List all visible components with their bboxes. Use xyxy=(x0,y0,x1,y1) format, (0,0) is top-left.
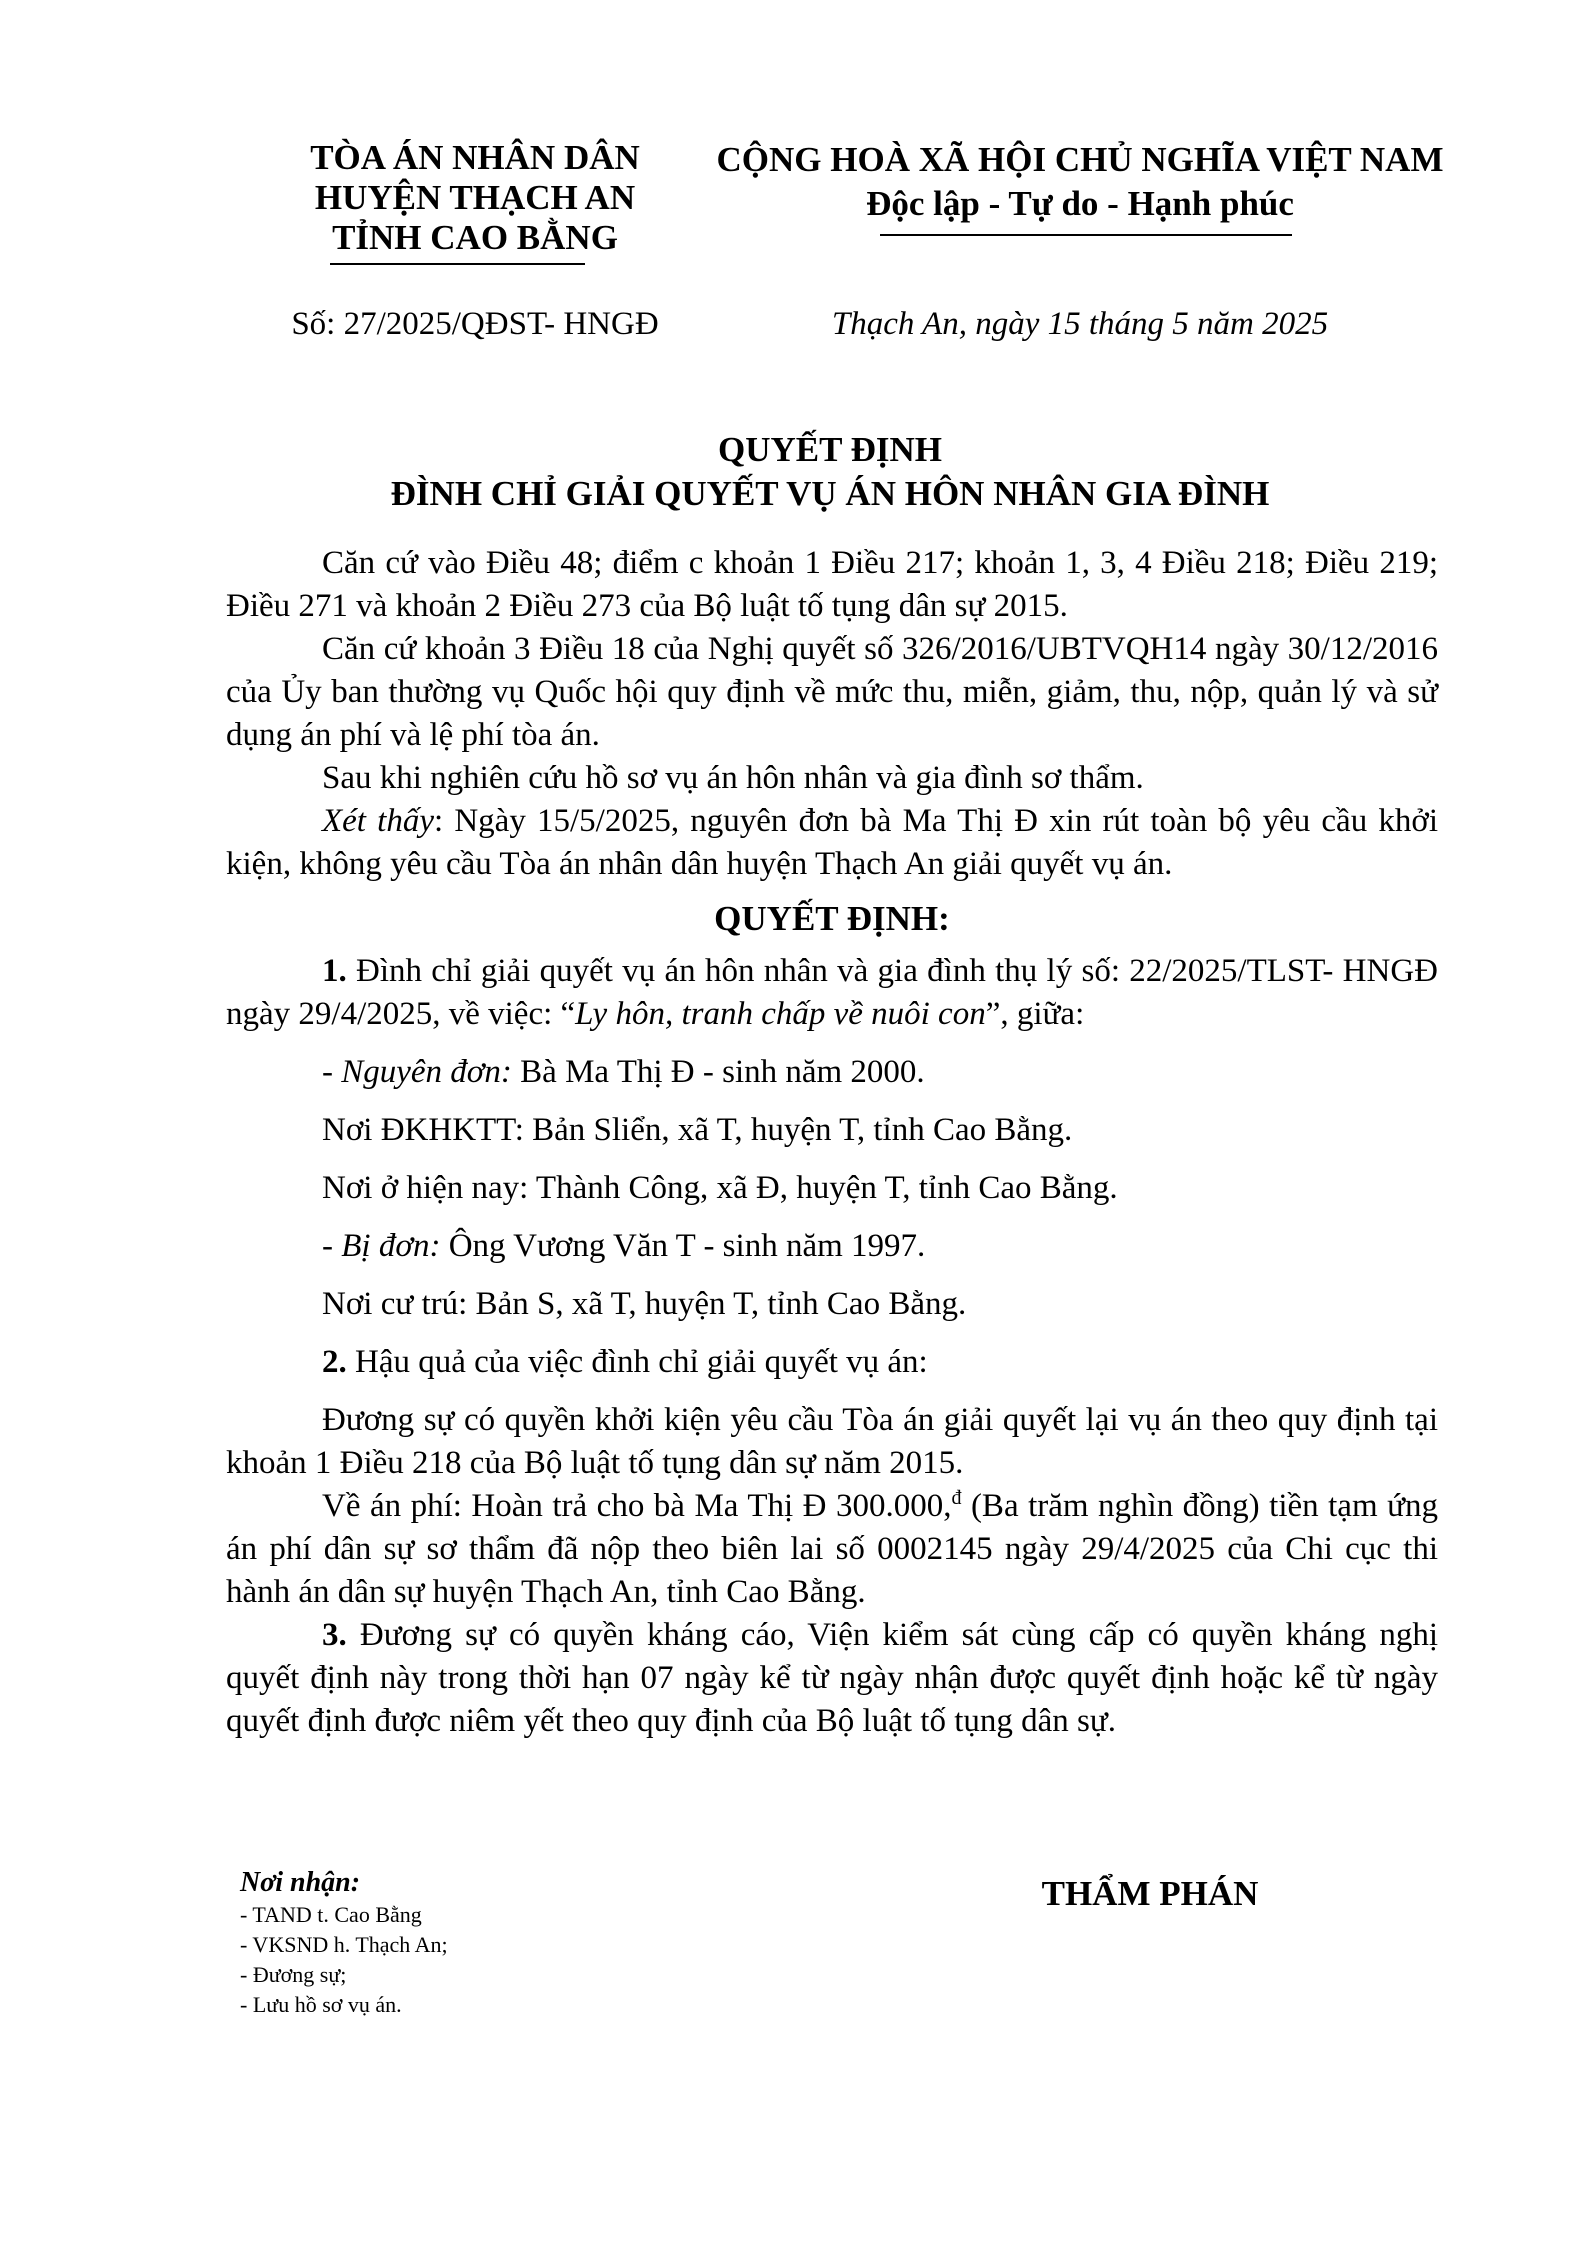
decision-item-3 xyxy=(226,1614,1438,1743)
item-2-number: 2. xyxy=(322,1344,347,1380)
item-1-end: ”, giữa: xyxy=(985,996,1085,1032)
recipient-item: - VKSND h. Thạch An; xyxy=(240,1932,448,1957)
plaintiff-line xyxy=(226,1051,1438,1094)
plaintiff-dash: - xyxy=(322,1054,342,1090)
currency-superscript: đ xyxy=(951,1487,962,1509)
decision-heading: QUYẾT ĐỊNH: xyxy=(714,899,950,938)
decision-item-2 xyxy=(226,1341,1438,1384)
legal-basis-paragraph: Căn cứ vào Điều 48; điểm c khoản 1 Điều 217; khoản 1, 3, 4 Điều 218; Điều 219; Điều 271 và khoản 2 Điều 273 của Bộ luật tố tụng dân sự 2015. xyxy=(226,545,1438,624)
finding-label: Xét thấy xyxy=(322,803,434,839)
issuing-court xyxy=(250,138,700,258)
decision-item-1 xyxy=(226,950,1438,1036)
recipient-item: - Lưu hồ sơ vụ án. xyxy=(240,1992,402,2017)
item-2-text: Hậu quả của việc đình chỉ giải quyết vụ án: xyxy=(346,1344,928,1380)
plaintiff-text: Bà Ma Thị Đ - sinh năm 2000. xyxy=(511,1054,925,1090)
defendant-residence: Nơi cư trú: Bản S, xã T, huyện T, tỉnh Cao Bằng. xyxy=(322,1286,967,1322)
nation-line-1: CỘNG HOÀ XÃ HỘI CHỦ NGHĨA VIỆT NAM xyxy=(716,140,1444,179)
recipient-item: - Đương sự; xyxy=(240,1962,347,1987)
court-fee-text-a: Về án phí: Hoàn trả cho bà Ma Thị Đ 300.000, xyxy=(322,1488,952,1524)
court-line-2: HUYỆN THẠCH AN xyxy=(314,178,636,217)
resolution-basis-paragraph: Căn cứ khoản 3 Điều 18 của Nghị quyết số 326/2016/UBTVQH14 ngày 30/12/2016 của Ủy ban thường vụ Quốc hội quy định về mức thu, miễn, giảm, thu, nộp, quản lý và sử dụng án phí và lệ phí tòa án. xyxy=(226,631,1438,753)
plaintiff-label: Nguyên đơn: xyxy=(341,1054,512,1090)
court-line-3: TỈNH CAO BẰNG xyxy=(332,218,618,257)
item-3-text: Đương sự có quyền kháng cáo, Viện kiểm sát cùng cấp có quyền kháng nghị quyết định này trong thời hạn 07 ngày kể từ ngày nhận được quyết định hoặc kể từ ngày quyết định được niêm yết theo quy định của Bộ luật tố tụng dân sự. xyxy=(226,1617,1438,1739)
document-title xyxy=(200,428,1460,516)
item-1-text: Đình chỉ giải quyết vụ án hôn nhân và gia đình thụ lý số: 22/2025/TLST- HNGĐ ngày 29/4/2025, về việc: “ xyxy=(226,953,1438,1032)
court-fee-paragraph xyxy=(226,1485,1438,1614)
recipients-block xyxy=(240,1866,760,2020)
recipient-item: - TAND t. Cao Bằng xyxy=(240,1902,422,1927)
item-3-number: 3. xyxy=(322,1617,347,1653)
signer-title: THẨM PHÁN xyxy=(1041,1874,1259,1913)
right-to-refile-paragraph: Đương sự có quyền khởi kiện yêu cầu Tòa án giải quyết lại vụ án theo quy định tại khoản 1 Điều 218 của Bộ luật tố tụng dân sự năm 2015. xyxy=(226,1402,1438,1481)
document-number: Số: 27/2025/QĐST- HNGĐ xyxy=(291,306,659,342)
place-and-date: Thạch An, ngày 15 tháng 5 năm 2025 xyxy=(831,306,1329,342)
finding-paragraph xyxy=(226,800,1438,886)
motto-underline xyxy=(880,234,1292,236)
title-line-1: QUYẾT ĐỊNH xyxy=(718,430,942,469)
plaintiff-registration: Nơi ĐKHKTT: Bản Sliển, xã T, huyện T, tỉnh Cao Bằng. xyxy=(322,1112,1073,1148)
document-body xyxy=(226,542,1438,1743)
court-line-1: TÒA ÁN NHÂN DÂN xyxy=(310,138,640,177)
plaintiff-current-address: Nơi ở hiện nay: Thành Công, xã Đ, huyện T, tỉnh Cao Bằng. xyxy=(322,1170,1118,1206)
defendant-label: Bị đơn: xyxy=(341,1228,441,1264)
item-1-number: 1. xyxy=(322,953,347,989)
recipients-heading: Nơi nhận: xyxy=(240,1867,361,1898)
defendant-line xyxy=(226,1225,1438,1268)
title-line-2: ĐÌNH CHỈ GIẢI QUYẾT VỤ ÁN HÔN NHÂN GIA ĐÌNH xyxy=(390,474,1270,513)
review-paragraph: Sau khi nghiên cứu hồ sơ vụ án hôn nhân và gia đình sơ thẩm. xyxy=(322,760,1144,796)
court-underline xyxy=(330,263,585,265)
court-fee-text-b: (Ba trăm nghìn đồng) tiền tạm ứng án phí dân sự sơ thẩm đã nộp theo biên lai số 0002145 ngày 29/4/2025 của Chi cục thi hành án dân sự huyện Thạch An, tỉnh Cao Bằng. xyxy=(226,1488,1438,1610)
defendant-dash: - xyxy=(322,1228,342,1264)
nation-motto: Độc lập - Tự do - Hạnh phúc xyxy=(866,184,1294,223)
defendant-text: Ông Vương Văn T - sinh năm 1997. xyxy=(440,1228,926,1264)
case-subject: Ly hôn, tranh chấp về nuôi con xyxy=(575,996,986,1032)
national-header xyxy=(690,138,1470,226)
finding-text: : Ngày 15/5/2025, nguyên đơn bà Ma Thị Đ xin rút toàn bộ yêu cầu khởi kiện, không yêu cầu Tòa án nhân dân huyện Thạch An giải quyết vụ án. xyxy=(226,803,1438,882)
